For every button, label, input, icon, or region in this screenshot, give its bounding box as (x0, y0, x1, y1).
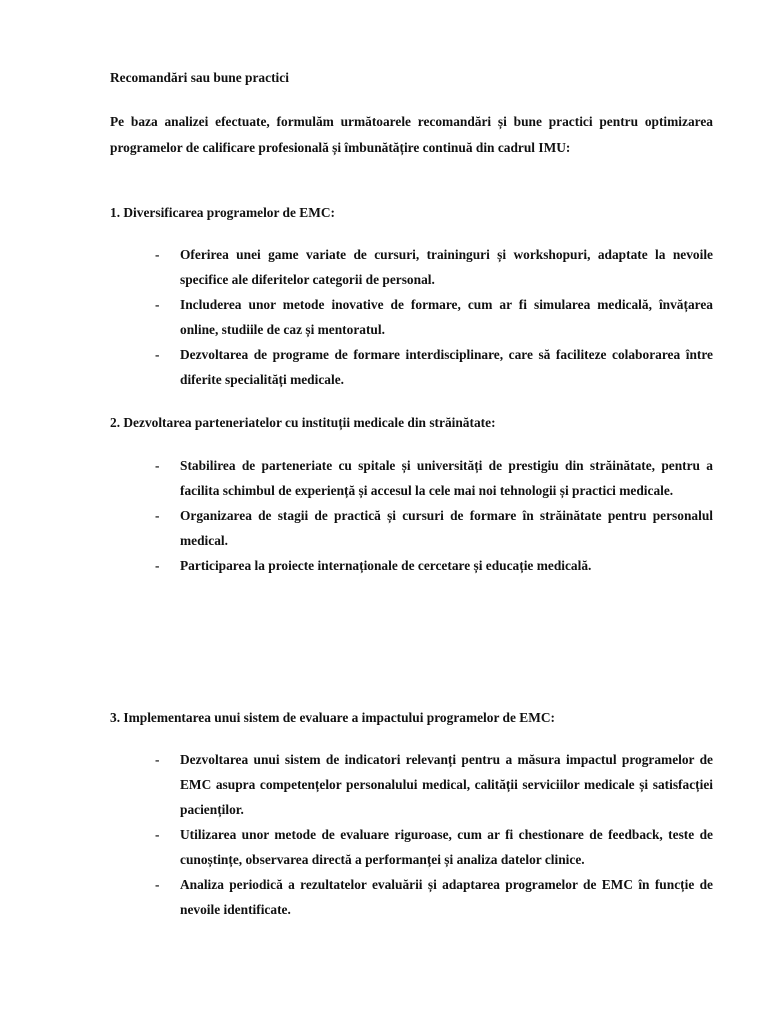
list-item (110, 822, 713, 872)
list-item-text: Organizarea de stagii de practică și cursuri de formare în străinătate pentru personalul medical. (180, 508, 713, 548)
intro-paragraph: Pe baza analizei efectuate, formulăm următoarele recomandări și bune practici pentru optimizarea programelor de calificare profesională și îmbunătățire continuă din cadrul IMU: (110, 114, 713, 155)
list-item (110, 553, 713, 578)
dash-bullet: - (155, 508, 160, 523)
list-item (110, 342, 713, 392)
list-item-text: Dezvoltarea unui sistem de indicatori relevanți pentru a măsura impactul programelor de EMC asupra competențelor personalului medical, calității serviciilor medicale și satisfacției pacienților. (180, 752, 713, 817)
section-2-list (110, 453, 713, 578)
dash-bullet: - (155, 827, 160, 842)
list-item (110, 872, 713, 922)
dash-bullet: - (155, 347, 160, 362)
list-item-text: Analiza periodică a rezultatelor evaluării și adaptarea programelor de EMC în funcție de nevoile identificate. (180, 877, 713, 917)
list-item (110, 503, 713, 553)
dash-bullet: - (155, 752, 160, 767)
dash-bullet: - (155, 558, 160, 573)
list-item (110, 292, 713, 342)
list-item-text: Stabilirea de parteneriate cu spitale și universități de prestigiu din străinătate, pentru a facilita schimbul de experiență și accesul la cele mai noi tehnologii și practici medicale. (180, 458, 713, 498)
dash-bullet: - (155, 297, 160, 312)
dash-bullet: - (155, 877, 160, 892)
dash-bullet: - (155, 458, 160, 473)
section-heading-2: 2. Dezvoltarea parteneriatelor cu instituții medicale din străinătate: (110, 415, 496, 430)
section-3-list (110, 747, 713, 922)
list-item-text: Oferirea unei game variate de cursuri, traininguri și workshopuri, adaptate la nevoile specifice ale diferitelor categorii de personal. (180, 247, 713, 287)
list-item (110, 453, 713, 503)
section-heading-1: 1. Diversificarea programelor de EMC: (110, 205, 335, 220)
list-item (110, 747, 713, 822)
list-item-text: Participarea la proiecte internaționale de cercetare și educație medicală. (180, 558, 592, 573)
list-item (110, 242, 713, 292)
list-item-text: Dezvoltarea de programe de formare interdisciplinare, care să faciliteze colaborarea între diferite specialități medicale. (180, 347, 713, 387)
section-1-list (110, 242, 713, 392)
list-item-text: Includerea unor metode inovative de formare, cum ar fi simularea medicală, învățarea online, studiile de caz și mentoratul. (180, 297, 713, 337)
section-heading-3: 3. Implementarea unui sistem de evaluare a impactului programelor de EMC: (110, 710, 555, 725)
dash-bullet: - (155, 247, 160, 262)
document-title: Recomandări sau bune practici (110, 70, 289, 85)
list-item-text: Utilizarea unor metode de evaluare riguroase, cum ar fi chestionare de feedback, teste de cunoștințe, observarea directă a performanței și analiza datelor clinice. (180, 827, 713, 867)
